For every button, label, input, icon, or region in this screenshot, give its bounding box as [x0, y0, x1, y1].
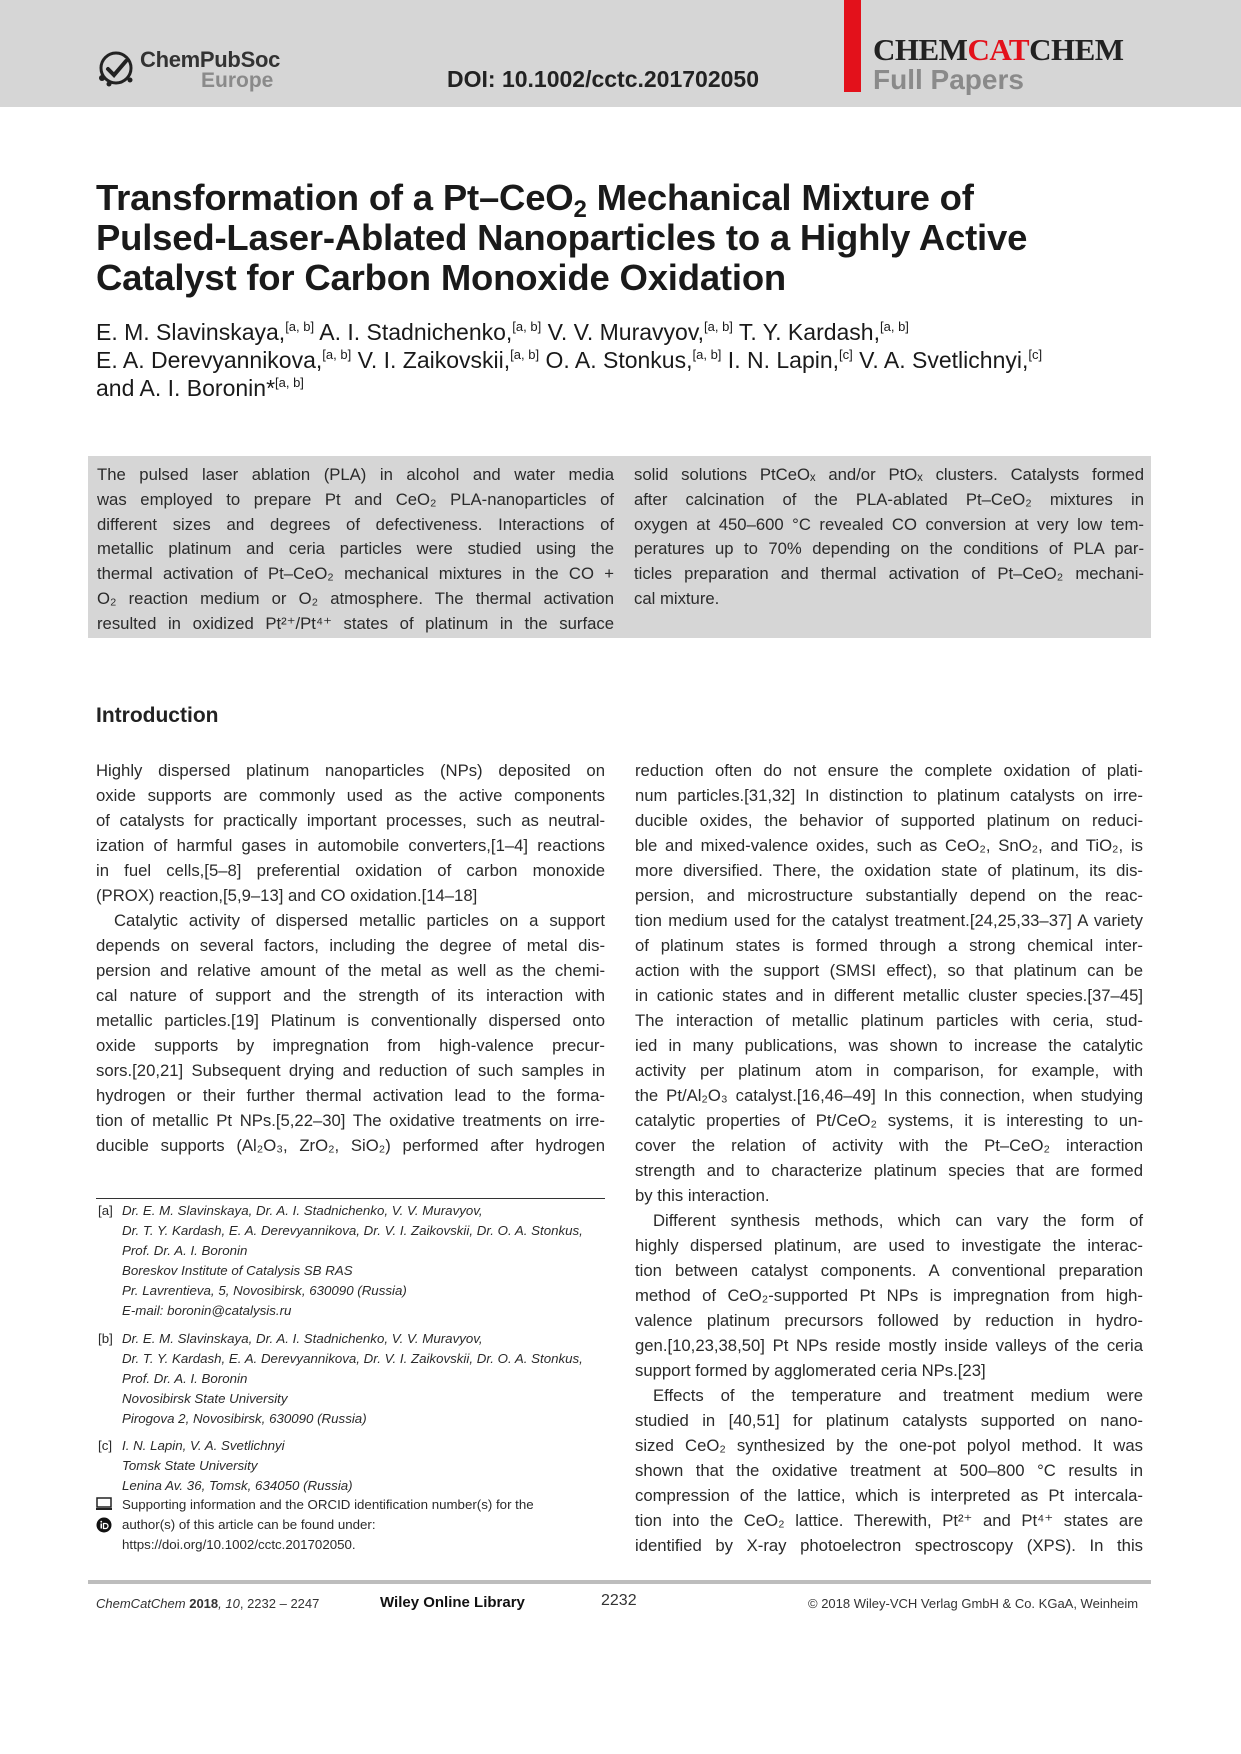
- title-subscript: 2: [573, 196, 587, 223]
- affiliation-line: Novosibirsk State University: [122, 1391, 288, 1406]
- abstract-line: metallic platinum and ceria particles were studied using the: [97, 539, 614, 559]
- body-line: compression of the lattice, which is interpreted as Pt intercala-: [635, 1486, 1143, 1505]
- author-name: O. A. Stonkus,: [539, 347, 693, 373]
- footnote-divider: [96, 1198, 605, 1199]
- body-line: ization of harmful gases in automobile converters,[1–4] reactions: [96, 836, 605, 855]
- wiley-online-library-link[interactable]: Wiley Online Library: [380, 1594, 525, 1611]
- brand-pre: CHEM: [873, 32, 968, 67]
- body-line: in fuel cells,[5–8] preferential oxidation of carbon monoxide: [96, 861, 605, 880]
- author-name: E. A. Derevyannikova,: [96, 347, 323, 373]
- body-line: depends on several factors, including the degree of metal dis-: [96, 936, 605, 955]
- body-line: metallic particles.[19] Platinum is conventionally dispersed onto: [96, 1011, 605, 1030]
- body-line: the Pt/Al₂O₃ catalyst.[16,46–49] In this connection, when studying: [635, 1086, 1143, 1105]
- body-line: ied in many publications, was shown to increase the catalytic: [635, 1036, 1143, 1055]
- abstract-line: solid solutions PtCeOₓ and/or PtOₓ clusters. Catalysts formed: [634, 465, 1144, 484]
- abstract-line: peratures up to 70% depending on the conditions of PLA par-: [634, 539, 1144, 559]
- section-heading-introduction: Introduction: [96, 704, 219, 727]
- affiliation-body: [122, 1329, 622, 1429]
- chempubsoc-emblem-icon: [96, 48, 136, 88]
- footer-year: 2018: [189, 1596, 219, 1611]
- author-affiliation: [a, b]: [275, 375, 304, 390]
- abstract-line: O₂ reaction medium or O₂ atmosphere. The thermal activation: [97, 588, 614, 608]
- supporting-info-text: [122, 1495, 622, 1555]
- abstract-line: was employed to prepare Pt and CeO₂ PLA-nanoparticles of: [97, 489, 614, 509]
- affiliation-line: Dr. E. M. Slavinskaya, Dr. A. I. Stadnichenko, V. V. Muravyov,: [122, 1331, 483, 1346]
- body-line: Catalytic activity of dispersed metallic particles on a support: [114, 911, 605, 930]
- body-line: Different synthesis methods, which can vary the form of: [653, 1211, 1143, 1230]
- author-name: V. V. Muravyov,: [541, 319, 705, 345]
- brand-accent-bar: [844, 0, 861, 92]
- body-line: sized CeO₂ synthesized by the one-pot polyol method. It was: [635, 1436, 1143, 1455]
- body-line: of platinum states is formed through a strong chemical inter-: [635, 936, 1143, 955]
- abstract-left-column: [97, 463, 614, 637]
- author-name: A. I. Stadnichenko,: [314, 319, 513, 345]
- body-line: method of CeO₂-supported Pt NPs is impregnation from high-: [635, 1286, 1143, 1305]
- abstract-box: [88, 456, 1151, 638]
- body-line: Highly dispersed platinum nanoparticles (NPs) deposited on: [96, 761, 605, 780]
- abstract-line: The pulsed laser ablation (PLA) in alcohol and water media: [97, 465, 614, 484]
- logo-main-text: ChemPubSoc: [140, 47, 281, 72]
- body-line: num particles.[31,32] In distinction to platinum catalysts on irre-: [635, 786, 1143, 805]
- body-line: by this interaction.: [635, 1186, 770, 1205]
- abstract-line: oxygen at 450–600 °C revealed CO conversion at very low tem-: [634, 514, 1144, 534]
- affiliation-line: Dr. T. Y. Kardash, E. A. Derevyannikova, Dr. V. I. Zaikovskii, Dr. O. A. Stonkus,: [122, 1223, 583, 1238]
- body-line: highly dispersed platinum, are used to investigate the interac-: [635, 1236, 1143, 1255]
- abstract-line: ticles preparation and thermal activation of Pt–CeO₂ mechani-: [634, 564, 1144, 584]
- author-line-2: [96, 346, 1146, 374]
- body-line: gen.[10,23,38,50] Pt NPs reside mostly inside valleys of the ceria: [635, 1336, 1143, 1355]
- author-affiliation: [a, b]: [322, 347, 352, 362]
- title-line-3: Catalyst for Carbon Monoxide Oxidation: [96, 257, 787, 298]
- author-affiliation: [c]: [839, 347, 853, 362]
- copyright-notice: © 2018 Wiley-VCH Verlag GmbH & Co. KGaA, Weinheim: [808, 1596, 1139, 1611]
- body-line: tion into the CeO₂ lattice. Therewith, Pt²⁺ and Pt⁴⁺ states are: [635, 1511, 1143, 1530]
- body-line: ble and mixed-valence oxides, such as CeO₂, SnO₂, and TiO₂, is: [635, 836, 1143, 855]
- journal-brand: [873, 32, 1124, 68]
- supporting-info-line: author(s) of this article can be found under:: [122, 1517, 376, 1532]
- body-line: reduction often do not ensure the complete oxidation of plati-: [635, 761, 1143, 780]
- computer-icon: [96, 1497, 112, 1511]
- footer-volume: 10: [225, 1596, 240, 1611]
- body-line: identified by X-ray photoelectron spectroscopy (XPS). In this: [635, 1536, 1143, 1555]
- body-line: of catalysts for practically important processes, such as neutral-: [96, 811, 605, 830]
- body-line: (PROX) reaction,[5,9–13] and CO oxidation.[14–18]: [96, 886, 478, 905]
- affiliation-line: I. N. Lapin, V. A. Svetlichnyi: [122, 1438, 285, 1453]
- footer-journal-name: ChemCatChem: [96, 1596, 186, 1611]
- affiliation-line: Dr. E. M. Slavinskaya, Dr. A. I. Stadnichenko, V. V. Muravyov,: [122, 1203, 483, 1218]
- brand-mid: CAT: [967, 32, 1030, 67]
- journal-header: [0, 0, 1241, 107]
- title-line-2: Pulsed-Laser-Ablated Nanoparticles to a Highly Active: [96, 217, 1028, 258]
- abstract-line: resulted in oxidized Pt²⁺/Pt⁴⁺ states of platinum in the surface: [97, 613, 614, 633]
- affiliation-email[interactable]: E-mail: boronin@catalysis.ru: [122, 1303, 292, 1318]
- footer-citation: ChemCatChem 2018, 10, 2232 – 2247: [96, 1596, 320, 1611]
- affiliation-line: Pirogova 2, Novosibirsk, 630090 (Russia): [122, 1411, 367, 1426]
- body-line: ducible oxides, the behavior of supported platinum on reduci-: [635, 811, 1143, 830]
- affiliation-body: [122, 1436, 622, 1496]
- logo-sub-text: Europe: [201, 69, 274, 92]
- body-line: oxide supports by impregnation from high-valence precur-: [96, 1036, 605, 1055]
- author-line-3: [96, 374, 1146, 402]
- doi-label: DOI: 10.1002/cctc.201702050: [447, 66, 760, 92]
- affiliation-tag: [a]: [98, 1203, 113, 1218]
- author-affiliation: [a, b]: [285, 319, 315, 334]
- author-affiliation: [a, b]: [512, 319, 542, 334]
- abstract-line: cal mixture.: [634, 588, 720, 608]
- body-line: persion, and microstructure substantially depend on the reac-: [635, 886, 1143, 905]
- affiliation-line: Dr. T. Y. Kardash, E. A. Derevyannikova, Dr. V. I. Zaikovskii, Dr. O. A. Stonkus,: [122, 1351, 583, 1366]
- supporting-info-link[interactable]: https://doi.org/10.1002/cctc.201702050.: [122, 1537, 356, 1552]
- supporting-info-line: Supporting information and the ORCID identification number(s) for the: [122, 1497, 534, 1512]
- body-line: cal nature of support and the strength of its interaction with: [96, 986, 605, 1005]
- orcid-icon: [96, 1517, 112, 1533]
- footer-divider: [88, 1580, 1151, 1584]
- body-line: tion of metallic Pt NPs.[5,22–30] The oxidative treatments on irre-: [96, 1111, 605, 1130]
- body-line: more diversified. There, the oxidation state of platinum, its dis-: [635, 861, 1143, 880]
- body-line: valence platinum precursors followed by reduction in hydro-: [635, 1311, 1143, 1330]
- body-line: sors.[20,21] Subsequent drying and reduction of such samples in: [96, 1061, 605, 1080]
- abstract-line: thermal activation of Pt–CeO₂ mechanical mixtures in the CO +: [97, 564, 614, 584]
- author-name: and A. I. Boronin*: [96, 375, 276, 401]
- section-label: Full Papers: [873, 64, 1024, 95]
- body-right-column: [635, 758, 1143, 1558]
- author-name: E. M. Slavinskaya,: [96, 319, 286, 345]
- author-name: V. A. Svetlichnyi,: [852, 347, 1029, 373]
- body-line: hydrogen or their further thermal activation lead to the forma-: [96, 1086, 605, 1105]
- affiliation-line: Prof. Dr. A. I. Boronin: [122, 1243, 248, 1258]
- body-line: activity per platinum atom in comparison, for example, with: [635, 1061, 1143, 1080]
- author-name: V. I. Zaikovskii,: [351, 347, 511, 373]
- brand-post: CHEM: [1029, 32, 1124, 67]
- body-line: oxide supports are commonly used as the active components: [96, 786, 605, 805]
- abstract-right-column: [634, 463, 1144, 612]
- affiliation-line: Lenina Av. 36, Tomsk, 634050 (Russia): [122, 1478, 353, 1493]
- chempubsoc-logo: [96, 46, 281, 96]
- body-line: ducible supports (Al₂O₃, ZrO₂, SiO₂) performed after hydrogen: [96, 1136, 605, 1155]
- author-line-1: [96, 318, 1146, 346]
- body-line: shown that the oxidative treatment at 500–800 °C results in: [635, 1461, 1143, 1480]
- title-line-1a: Transformation of a Pt–CeO: [96, 177, 574, 218]
- body-line: in cationic states and in different metallic cluster species.[37–45]: [635, 986, 1143, 1005]
- author-affiliation: [a, b]: [880, 319, 909, 334]
- body-line: Effects of the temperature and treatment medium were: [653, 1386, 1143, 1405]
- affiliation-line: Tomsk State University: [122, 1458, 258, 1473]
- body-line: The interaction of metallic platinum particles with ceria, stud-: [635, 1011, 1143, 1030]
- affiliation-tag: [b]: [98, 1331, 113, 1346]
- article-title: [96, 178, 1156, 298]
- body-line: persion and relative amount of the metal as well as the chemi-: [96, 961, 605, 980]
- title-line-1: [96, 177, 1156, 223]
- abstract-line: different sizes and degrees of defectiveness. Interactions of: [97, 514, 614, 534]
- author-list: [96, 318, 1146, 402]
- author-affiliation: [a, b]: [510, 347, 540, 362]
- affiliation-line: Boreskov Institute of Catalysis SB RAS: [122, 1263, 353, 1278]
- affiliation-body: [122, 1201, 622, 1321]
- author-name: I. N. Lapin,: [721, 347, 840, 373]
- affiliation-line: Prof. Dr. A. I. Boronin: [122, 1371, 248, 1386]
- affiliation-line: Pr. Lavrentieva, 5, Novosibirsk, 630090 (Russia): [122, 1283, 407, 1298]
- footer-pages: , 2232 – 2247: [239, 1596, 320, 1611]
- author-affiliation: [a, b]: [692, 347, 722, 362]
- affiliation-tag: [c]: [98, 1438, 113, 1453]
- body-line: tion between catalyst components. A conventional preparation: [635, 1261, 1143, 1280]
- body-line: cover the relation of activity with the Pt–CeO₂ interaction: [635, 1136, 1143, 1155]
- title-line-1b: Mechanical Mixture of: [586, 177, 974, 218]
- body-line: tion medium used for the catalyst treatment.[24,25,33–37] A variety: [635, 911, 1143, 930]
- author-affiliation: [a, b]: [704, 319, 733, 334]
- body-line: support formed by agglomerated ceria NPs.[23]: [635, 1361, 986, 1380]
- body-line: action with the support (SMSI effect), so that platinum can be: [635, 961, 1143, 980]
- body-line: catalytic properties of Pt/CeO₂ systems, it is interesting to un-: [635, 1111, 1143, 1130]
- body-line: studied in [40,51] for platinum catalysts supported on nano-: [635, 1411, 1143, 1430]
- page-number: 2232: [601, 1592, 637, 1609]
- author-affiliation: [c]: [1028, 347, 1043, 362]
- body-line: strength and to characterize platinum species that are formed: [635, 1161, 1143, 1180]
- author-name: T. Y. Kardash,: [732, 319, 880, 345]
- body-left-column: [96, 758, 605, 1158]
- abstract-line: after calcination of the PLA-ablated Pt–CeO₂ mixtures in: [634, 489, 1144, 509]
